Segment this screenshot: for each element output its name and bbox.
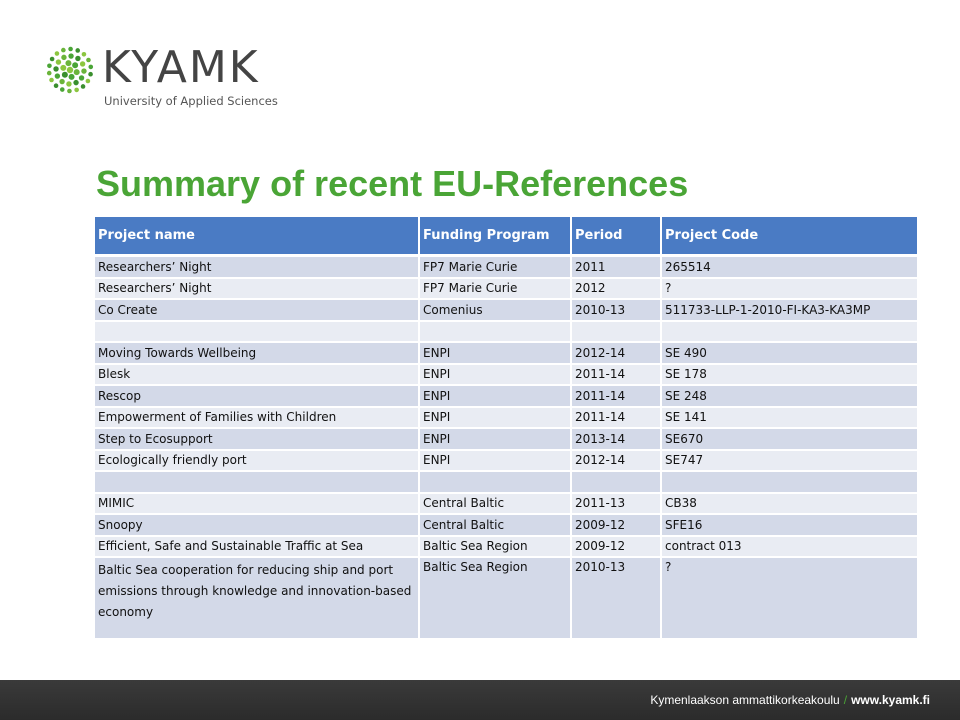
table-cell: Efficient, Safe and Sustainable Traffic at Sea [95, 536, 419, 558]
table-cell: SE 178 [661, 364, 918, 386]
footer-separator: / [843, 693, 848, 707]
table-row [95, 514, 918, 536]
logo-dot [79, 75, 84, 80]
logo-dot [47, 71, 52, 76]
logo-dot [68, 47, 73, 52]
table-cell [661, 471, 918, 493]
table-cell: Researchers’ Night [95, 256, 419, 278]
logo-dot [73, 80, 78, 85]
table-cell: 511733-LLP-1-2010-FI-KA3-KA3MP [661, 299, 918, 321]
table-row [95, 407, 918, 429]
table-cell: Moving Towards Wellbeing [95, 342, 419, 364]
table-row [95, 471, 918, 493]
logo-dot [67, 67, 73, 73]
table-cell: ENPI [419, 342, 571, 364]
table-cell [571, 321, 661, 343]
table-cell: 2010-13 [571, 557, 661, 639]
page-title: Summary of recent EU-References [96, 163, 689, 204]
table-cell: 2011-14 [571, 407, 661, 429]
table-body [95, 256, 918, 640]
table-cell: 2012 [571, 278, 661, 300]
table-cell: Snoopy [95, 514, 419, 536]
logo-dot [60, 87, 65, 92]
logo-dot [55, 51, 60, 56]
table-row [95, 450, 918, 472]
logo-dot [49, 78, 54, 83]
table-cell: SE 490 [661, 342, 918, 364]
table-row [95, 493, 918, 515]
table-cell [419, 471, 571, 493]
table-row [95, 342, 918, 364]
table-cell: Blesk [95, 364, 419, 386]
table-cell: FP7 Marie Curie [419, 256, 571, 278]
column-header: Project Code [661, 217, 918, 256]
table-cell: 2013-14 [571, 428, 661, 450]
table-cell: SE747 [661, 450, 918, 472]
table-row [95, 278, 918, 300]
table-cell: 2011-13 [571, 493, 661, 515]
logo-dot [62, 72, 68, 78]
logo-dot [66, 81, 71, 86]
dotted-sphere-logo-icon [44, 44, 96, 96]
table-cell: Central Baltic [419, 493, 571, 515]
table-cell: ENPI [419, 385, 571, 407]
table-row [95, 256, 918, 278]
logo-dot [61, 55, 66, 60]
table-row [95, 364, 918, 386]
table-cell: ENPI [419, 364, 571, 386]
table-cell: Baltic Sea Region [419, 536, 571, 558]
kyamk-logo [44, 44, 284, 108]
logo-dot [53, 66, 58, 71]
logo-dot [80, 61, 85, 66]
table-cell: 2011-14 [571, 364, 661, 386]
logo-dot [74, 69, 80, 75]
table-cell: 2012-14 [571, 342, 661, 364]
table-cell: SE 141 [661, 407, 918, 429]
logo-dot [56, 59, 61, 64]
table-cell: Rescop [95, 385, 419, 407]
table-row [95, 299, 918, 321]
logo-dot [74, 88, 79, 93]
logo-dot [47, 63, 52, 68]
table-cell: 265514 [661, 256, 918, 278]
logo-dot [60, 65, 66, 71]
footer-text [650, 693, 930, 707]
table-cell: Researchers’ Night [95, 278, 419, 300]
logo-dot [75, 48, 80, 53]
logo-dot [65, 60, 71, 66]
table-cell: 2012-14 [571, 450, 661, 472]
table-cell: 2011 [571, 256, 661, 278]
column-header: Funding Program [419, 217, 571, 256]
table-cell: ENPI [419, 428, 571, 450]
logo-dot [61, 48, 66, 53]
table-cell: Ecologically friendly port [95, 450, 419, 472]
table-cell [661, 321, 918, 343]
logo-name: KYAMK [102, 42, 260, 93]
table-cell: 2009-12 [571, 514, 661, 536]
table-cell [419, 321, 571, 343]
logo-dot [81, 68, 86, 73]
table-cell [95, 471, 419, 493]
table-cell: Central Baltic [419, 514, 571, 536]
table-cell: 2011-14 [571, 385, 661, 407]
table-row [95, 428, 918, 450]
logo-dot [69, 74, 75, 80]
table-row [95, 536, 918, 558]
table-cell: Baltic Sea Region [419, 557, 571, 639]
logo-dot [82, 52, 87, 57]
logo-dot [50, 57, 55, 62]
eu-references-table [95, 217, 919, 640]
table-cell: contract 013 [661, 536, 918, 558]
table-cell: Comenius [419, 299, 571, 321]
logo-dot [88, 65, 93, 70]
table-cell: CB38 [661, 493, 918, 515]
column-header: Project name [95, 217, 419, 256]
logo-dot [55, 73, 60, 78]
logo-subtitle: University of Applied Sciences [104, 94, 278, 108]
table-cell: SE670 [661, 428, 918, 450]
logo-dot [67, 89, 72, 94]
table-row [95, 385, 918, 407]
logo-dot [72, 62, 78, 68]
footer-url-link[interactable]: www.kyamk.fi [851, 693, 930, 707]
table-cell: Co Create [95, 299, 419, 321]
logo-dot [68, 53, 73, 58]
table-cell: SFE16 [661, 514, 918, 536]
footer-org: Kymenlaakson ammattikorkeakoulu [650, 693, 840, 707]
table-cell: Baltic Sea cooperation for reducing ship and port emissions through knowledge and innovation-based economy [95, 557, 419, 639]
logo-dot [59, 79, 64, 84]
table-cell: 2009-12 [571, 536, 661, 558]
footer-bar [0, 680, 960, 720]
table-row [95, 321, 918, 343]
table-cell: 2010-13 [571, 299, 661, 321]
table-cell [571, 471, 661, 493]
logo-dot [81, 84, 86, 89]
logo-dot [86, 58, 91, 63]
logo-dot [75, 56, 80, 61]
table-cell: ENPI [419, 407, 571, 429]
table-cell: Empowerment of Families with Children [95, 407, 419, 429]
table-cell [95, 321, 419, 343]
table-cell: Step to Ecosupport [95, 428, 419, 450]
table-header-row [95, 217, 918, 256]
table-cell: SE 248 [661, 385, 918, 407]
table-cell: MIMIC [95, 493, 419, 515]
table-cell: ? [661, 278, 918, 300]
column-header: Period [571, 217, 661, 256]
table-row [95, 557, 918, 639]
logo-dot [54, 83, 59, 88]
logo-dot [88, 72, 93, 77]
table-cell: ENPI [419, 450, 571, 472]
table-cell: ? [661, 557, 918, 639]
table-cell: FP7 Marie Curie [419, 278, 571, 300]
logo-dot [86, 79, 91, 84]
